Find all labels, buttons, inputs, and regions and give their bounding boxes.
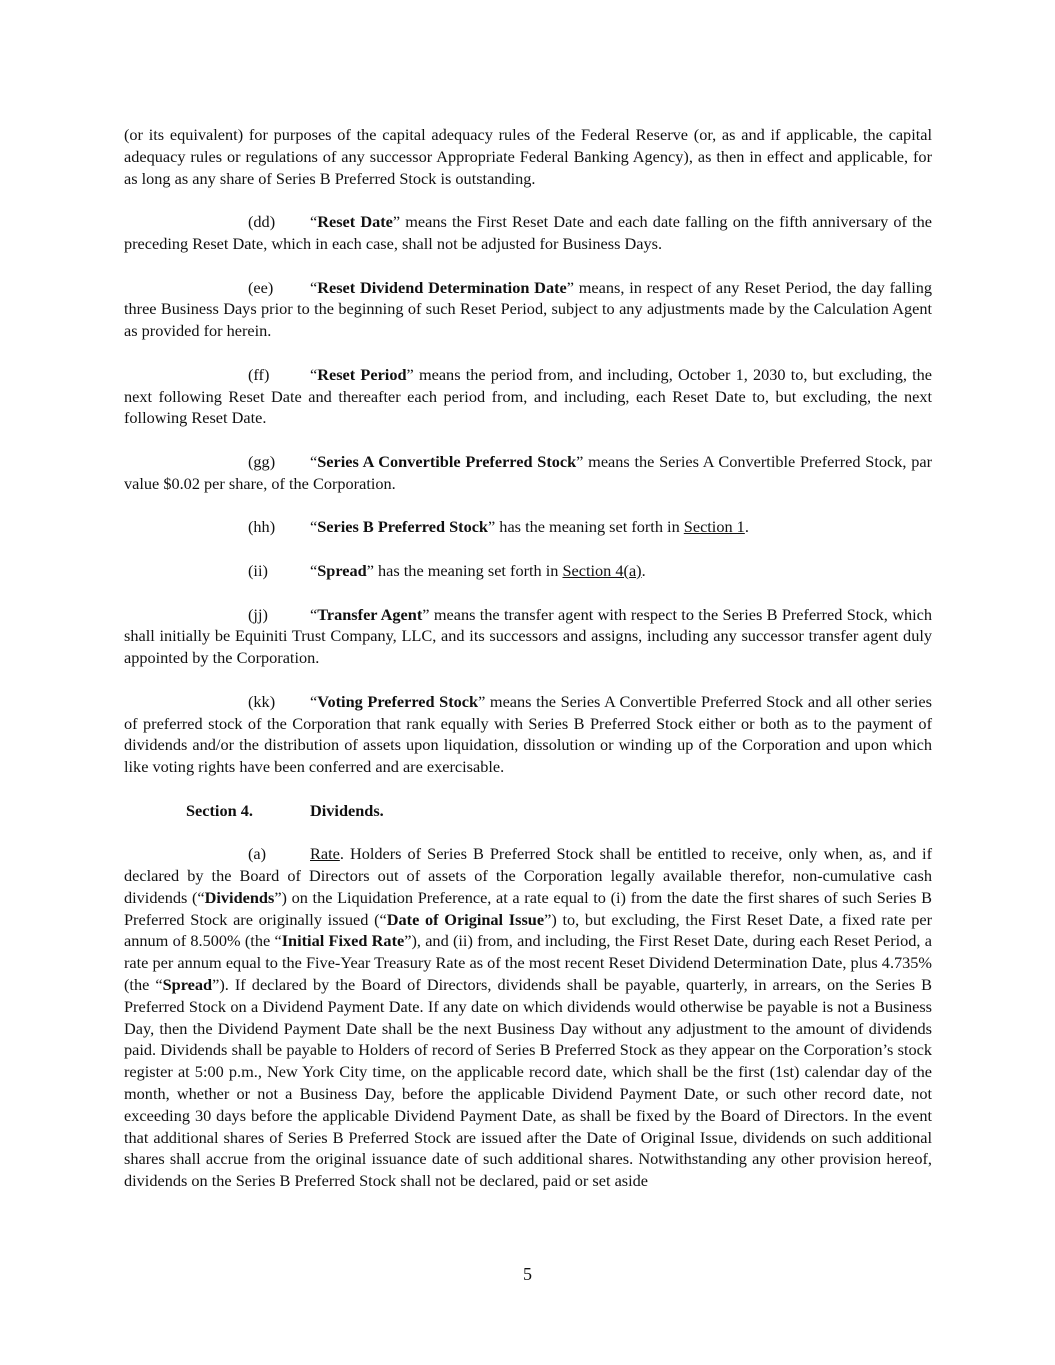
period: . (641, 560, 646, 580)
definition-ff (124, 364, 932, 429)
defined-term: Reset Dividend Determination Date (317, 277, 567, 297)
definition-label: (ii) (248, 560, 268, 580)
definition-text: has the meaning set forth in (495, 517, 684, 537)
close-quote: ” (576, 451, 584, 471)
definition-label: (hh) (248, 517, 276, 537)
definition-text: means the Series A Convertible Preferred Stock, par value $0.02 per share, of the Corporation. (124, 451, 932, 493)
defined-term: Voting Preferred Stock (317, 691, 479, 711)
subsection-label: (a) (248, 844, 267, 864)
defined-term: Dividends (204, 887, 275, 907)
intro-text: (or its equivalent) for purposes of the capital adequacy rules of the Federal Reserve (or, as and if applicable, the capital adequacy rules or regulations of any successor Appropriate Federal Banking Agency), as then in effect and applicable, for as long as any share of Series B Preferred Stock is outstanding. (124, 125, 932, 188)
subsection-heading: Rate (310, 844, 340, 864)
definition-kk (124, 691, 932, 778)
defined-term: Reset Period (317, 364, 407, 384)
page-number: 5 (523, 1264, 532, 1284)
open-quote: “ (310, 691, 318, 711)
close-quote: ” (406, 364, 414, 384)
open-quote: “ (310, 212, 318, 232)
section-reference: Section 4(a) (562, 560, 642, 580)
close-quote: ” (392, 212, 401, 232)
defined-term: Transfer Agent (317, 604, 423, 624)
definition-hh (124, 516, 932, 538)
close-quote: ” (566, 277, 574, 297)
definition-label: (jj) (248, 604, 268, 624)
defined-term: Reset Date (317, 212, 393, 232)
rate-text-3: ”) to, but excluding, the First Reset Date, a fixed rate per annum of 8.500% (the “ (124, 909, 933, 951)
rate-text-1: . Holders of Series B Preferred Stock shall be entitled to receive, only when, as, and if declared by the Board of Directors out of assets of the Corporation legally available therefor, non-cumulative cash dividends (“ (124, 844, 932, 907)
period: . (744, 517, 749, 537)
definition-dd (124, 211, 932, 255)
close-quote: ” (478, 691, 486, 711)
definition-label: (ff) (248, 364, 270, 384)
section-reference: Section 1 (683, 517, 745, 537)
rate-text-4: ”), and (ii) from, and including, the First Reset Date, during each Reset Period, a rate per annum equal to the Five-Year Treasury Rate as of the most recent Reset Dividend Determination Date, plus 4.735% (the “ (124, 931, 932, 995)
definition-jj (124, 604, 932, 669)
rate-paragraph (124, 843, 932, 1192)
definition-text: has the meaning set forth in (373, 560, 563, 580)
defined-term: Date of Original Issue (386, 909, 545, 929)
open-quote: “ (310, 364, 318, 384)
definition-gg (124, 451, 932, 495)
close-quote: ” (422, 604, 430, 624)
definition-label: (ee) (248, 277, 274, 297)
open-quote: “ (310, 604, 318, 624)
open-quote: “ (310, 451, 318, 471)
intro-paragraph (124, 124, 932, 189)
defined-term: Initial Fixed Rate (281, 931, 405, 951)
document-body (124, 124, 932, 1214)
definition-ee (124, 277, 932, 342)
definition-label: (dd) (248, 212, 276, 232)
rate-text-5: ”). If declared by the Board of Directors, dividends shall be payable, quarterly, in arrears, on the Series B Preferred Stock on a Dividend Payment Date. If any date on which dividends would otherwise be payable is not a Business Day, then the Dividend Payment Date shall be the next Business Day without any adjustment to the amount of dividends paid. Dividends shall be payable to Holders of record of Series B Preferred Stock as they appear on the Corporation’s stock register at 5:00 p.m., New York City time, on the applicable record date, which shall be the first (1st) calendar day of the month, whether or not a Business Day, before the applicable Dividend Payment Date, or such other record date, not exceeding 30 days before the applicable Dividend Payment Date, as shall be fixed by the Board of Directors. In the event that additional shares of Series B Preferred Stock are issued after the Date of Original Issue, dividends on such additional shares shall accrue from the original issuance date of such additional shares. Notwithstanding any other provision hereof, dividends on the Series B Preferred Stock shall not be declared, paid or set aside (124, 975, 933, 1191)
section-number: Section 4. (186, 800, 253, 820)
defined-term: Series A Convertible Preferred Stock (317, 451, 577, 471)
close-quote: ” (488, 517, 496, 537)
section-title: Dividends. (310, 800, 384, 820)
definition-label: (gg) (248, 451, 276, 471)
section-4-heading (124, 800, 932, 822)
open-quote: “ (310, 517, 318, 537)
definition-text: means the Series A Convertible Preferred Stock and all other series of preferred stock of the Corporation that rank equally with Series B Preferred Stock either or both as to the payment of dividends and/or the distribution of assets upon liquidation, dissolution or winding up of the Corporation and upon which like voting rights have been conferred and are exercisable. (124, 691, 932, 777)
defined-term: Spread (162, 975, 213, 995)
open-quote: “ (310, 560, 318, 580)
definition-label: (kk) (248, 691, 276, 711)
definition-text: means, in respect of any Reset Period, the day falling three Business Days prior to the beginning of such Reset Period, subject to any adjustments made by the Calculation Agent as provided for herein. (124, 277, 932, 341)
definition-ii (124, 560, 932, 582)
defined-term: Series B Preferred Stock (317, 517, 488, 537)
definition-text: means the First Reset Date and each date falling on the fifth anniversary of the preceding Reset Date, which in each case, shall not be adjusted for Business Days. (124, 212, 932, 253)
definition-text: means the transfer agent with respect to the Series B Preferred Stock, which shall initially be Equiniti Trust Company, LLC, and its successors and assigns, including any successor transfer agent duly appointed by the Corporation. (124, 604, 932, 668)
close-quote: ” (366, 560, 374, 580)
open-quote: “ (310, 277, 318, 297)
rate-text-2: ”) on the Liquidation Preference, at a rate equal to (i) from the date the first shares of such Series B Preferred Stock are originally issued (“ (124, 887, 932, 929)
definition-text: means the period from, and including, October 1, 2030 to, but excluding, the next following Reset Date and thereafter each period from, and including, each Reset Date to, but excluding, the next following Reset Date. (124, 364, 933, 428)
defined-term: Spread (317, 560, 367, 580)
